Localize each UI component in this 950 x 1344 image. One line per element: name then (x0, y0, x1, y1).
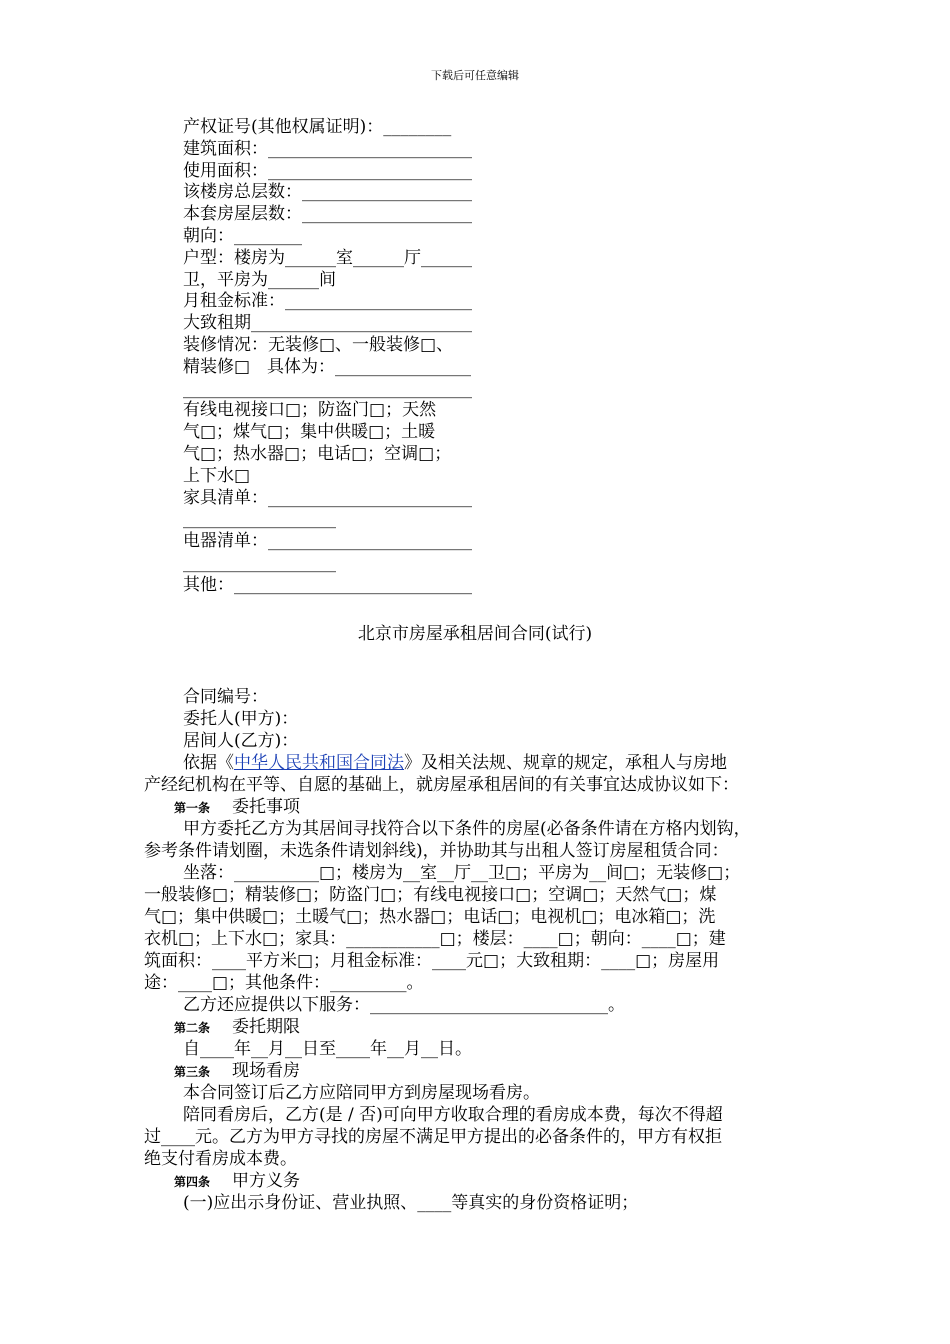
basis-suffix: 》及相关法规、规章的规定，承租人与房地 (404, 753, 727, 773)
legal-basis-line (144, 752, 810, 774)
contract-number-line: 合同编号： (183, 687, 268, 707)
contract-law-link[interactable]: 中华人民共和国合同法 (234, 753, 404, 773)
contract-title: 北京市房屋承租居间合同(试行) (357, 624, 593, 644)
form-line: 月租金标准：______________________ (183, 291, 472, 312)
form-line: __________________ (183, 509, 336, 530)
article-text-line: 自____年__月__日至____年__月__日。 (183, 1039, 472, 1059)
form-line: 本套房屋层数：____________________ (183, 204, 472, 225)
article-text-line: 甲方委托乙方为其居间寻找符合以下条件的房屋(必备条件请在方格内划钩， (183, 819, 751, 839)
form-line: 其他：____________________________ (183, 574, 472, 595)
property-info-form (183, 117, 523, 597)
article-text-line: 陪同看房后，乙方(是 / 否)可向甲方收取合理的看房成本费，每次不得超 (183, 1105, 723, 1125)
articles-list (144, 796, 810, 1214)
article-number: 第二条 (174, 1021, 211, 1035)
article-text-line: 途：____□；其他条件：_________。 (144, 973, 424, 993)
legal-basis-line-2: 产经纪机构在平等、自愿的基础上，就房屋承租居间的有关事宜达成协议如下： (144, 775, 739, 795)
basis-prefix: 依据《 (183, 753, 234, 773)
article-text-line: 一般装修□；精装修□；防盗门□；有线电视接口□；空调□；天然气□；煤 (144, 885, 717, 905)
form-line: 建筑面积：________________________ (183, 138, 472, 159)
article-text-line: 参考条件请划圈，未选条件请划斜线)，并协助其与出租人签订房屋租赁合同： (144, 841, 729, 861)
article-text-line: 筑面积：____平方米□；月租金标准：____元□；大致租期：____□；房屋用 (144, 951, 720, 971)
form-line: 产权证号(其他权属证明)：________ (183, 117, 452, 137)
article-heading (144, 1016, 810, 1038)
form-line: 该楼房总层数：____________________ (183, 182, 472, 203)
article-heading (144, 1060, 810, 1082)
article-heading (144, 1170, 810, 1192)
form-line: __________________________________ (183, 378, 472, 399)
article-number: 第一条 (174, 801, 211, 815)
article-text-line: 本合同签订后乙方应陪同甲方到房屋现场看房。 (183, 1083, 540, 1103)
form-line: __________________ (183, 552, 336, 573)
form-line: 气□；煤气□；集中供暖□；土暖 (183, 422, 436, 443)
form-line: 有线电视接口□；防盗门□；天然 (183, 400, 437, 421)
article-text-line: 坐落：__________□；楼房为__室__厅__卫□；平房为__间□；无装修□； (183, 863, 741, 883)
broker-line: 居间人(乙方)： (183, 731, 299, 751)
article-heading (144, 796, 810, 818)
form-line: 精装修□ 具体为：________________ (183, 356, 472, 377)
form-line: 朝向：________ (183, 225, 302, 246)
article-text-line: 乙方还应提供以下服务：____________________________。 (183, 995, 625, 1015)
article-text-line: 过____元。乙方为甲方寻找的房屋不满足甲方提出的必备条件的，甲方有权拒 (144, 1127, 722, 1147)
article-text-line: 气□；集中供暖□；土暖气□；热水器□；电话□；电视机□；电冰箱□；洗 (144, 907, 716, 927)
article-text-line: 衣机□；上下水□；家具：___________□；楼层：____□；朝向：____□；建 (144, 929, 726, 949)
form-line: 大致租期__________________________ (183, 313, 472, 334)
form-line: 气□；热水器□；电话□；空调□； (183, 443, 452, 464)
article-number: 第三条 (174, 1065, 211, 1079)
header-note: 下载后可任意编辑 (431, 69, 519, 82)
form-line: 装修情况：无装修□、一般装修□、 (183, 334, 454, 355)
article-text-line: 绝支付看房成本费。 (144, 1149, 297, 1169)
form-line: 使用面积：________________________ (183, 160, 472, 181)
article-title: 现场看房 (232, 1061, 301, 1081)
article-title: 甲方义务 (232, 1171, 301, 1191)
form-line: 卫，平房为______间 (183, 269, 336, 290)
form-line: 上下水□ (183, 465, 251, 486)
article-title: 委托期限 (232, 1017, 301, 1037)
article-title: 委托事项 (232, 797, 301, 817)
client-line: 委托人(甲方)： (183, 709, 299, 729)
form-line: 电器清单：________________________ (183, 531, 472, 552)
form-line: 家具清单：________________________ (183, 487, 472, 508)
article-number: 第四条 (174, 1175, 211, 1189)
form-line: 户型：楼房为______室______厅______ (183, 247, 472, 268)
contract-body (144, 686, 810, 1214)
article-text-line: (一)应出示身份证、营业执照、____等真实的身份资格证明； (183, 1193, 639, 1213)
